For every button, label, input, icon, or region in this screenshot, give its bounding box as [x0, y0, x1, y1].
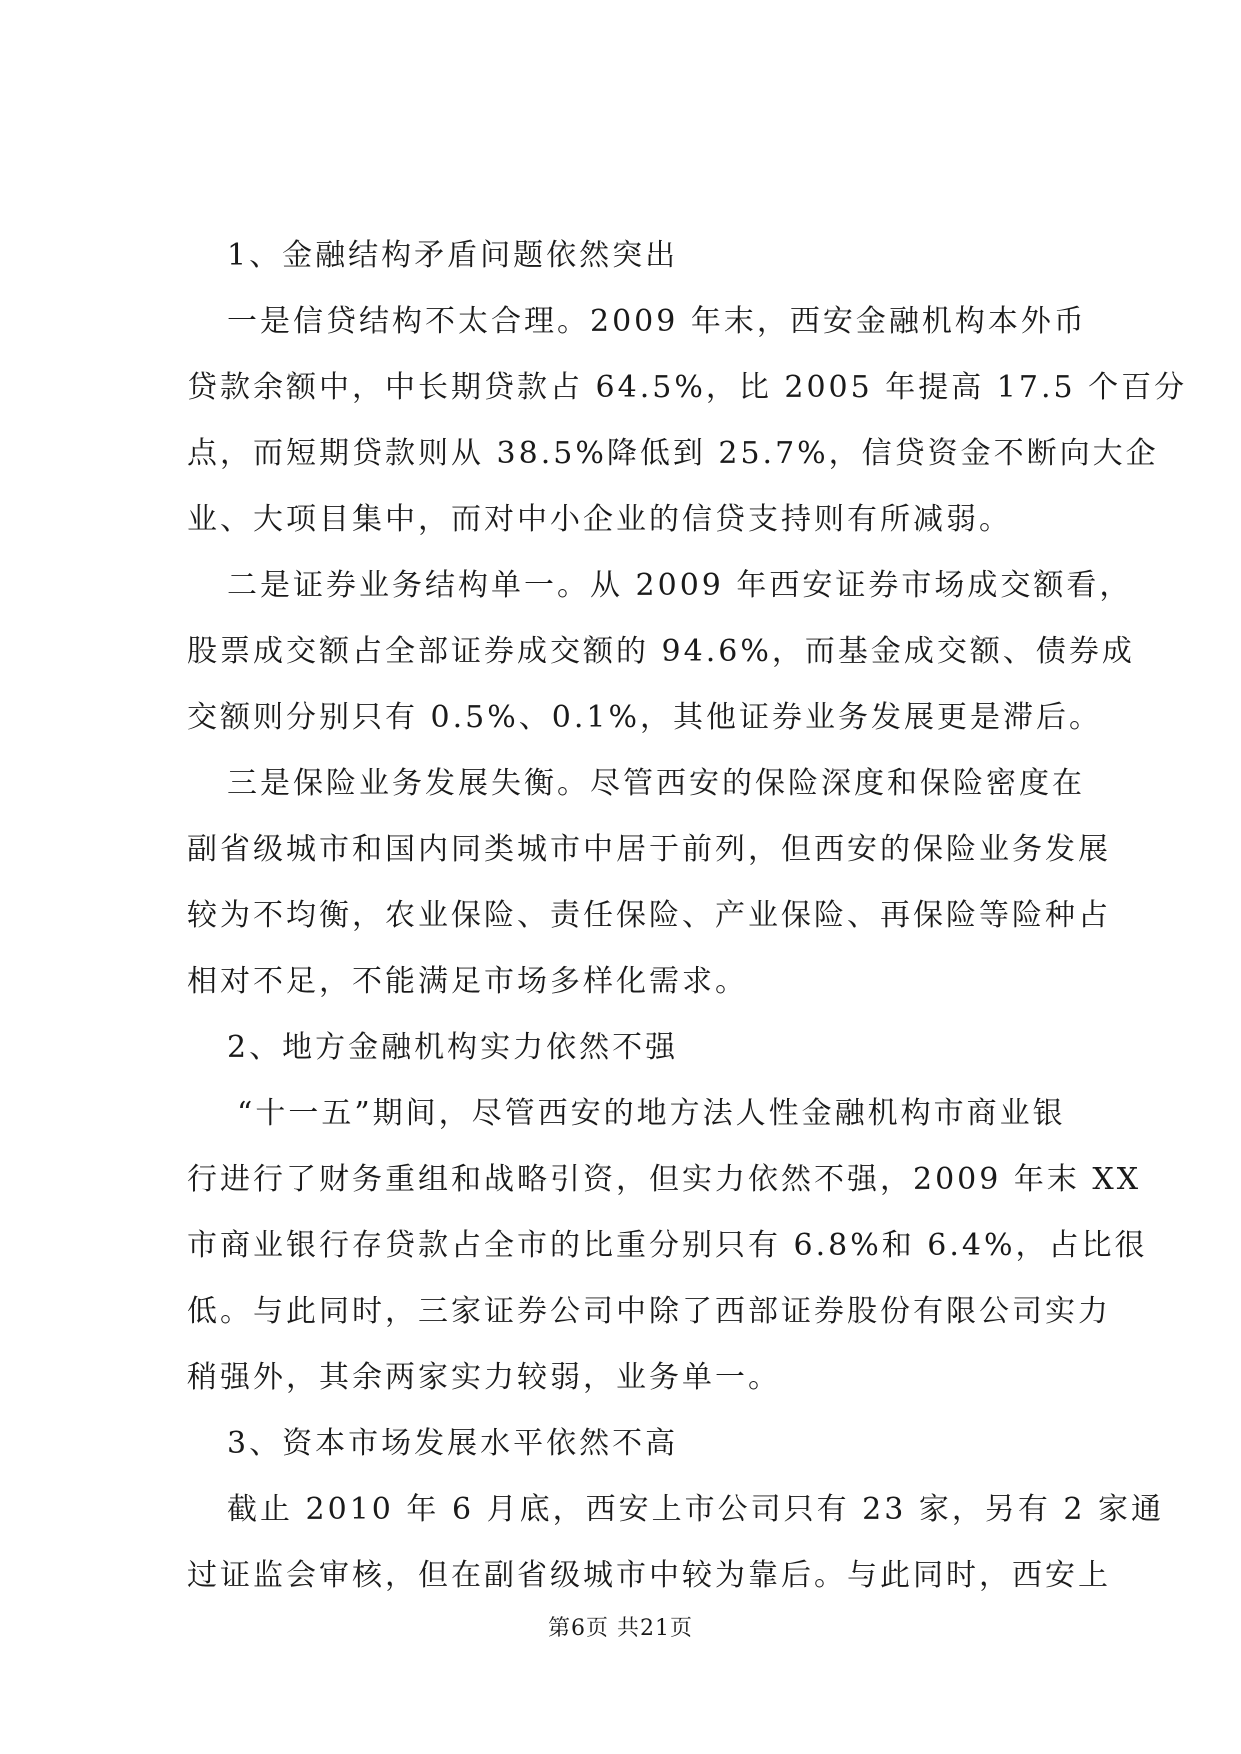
paragraph-line: 低。与此同时，三家证券公司中除了西部证券股份有限公司实力 — [187, 1294, 1111, 1329]
paragraph-line: 交额则分别只有 0.5%、0.1%，其他证券业务发展更是滞后。 — [187, 700, 1102, 735]
page-number-footer: 第6页 共21页 — [548, 1616, 693, 1641]
paragraph-line: 市商业银行存贷款占全市的比重分别只有 6.8%和 6.4%，占比很 — [187, 1228, 1148, 1263]
section-heading-1: 1、金融结构矛盾问题依然突出 — [227, 238, 679, 273]
paragraph-line: 业、大项目集中，而对中小企业的信贷支持则有所减弱。 — [187, 502, 1012, 537]
paragraph-line: 行进行了财务重组和战略引资，但实力依然不强，2009 年末 XX — [187, 1162, 1142, 1197]
paragraph-line: 副省级城市和国内同类城市中居于前列，但西安的保险业务发展 — [187, 832, 1111, 867]
section-heading-3: 3、资本市场发展水平依然不高 — [227, 1426, 679, 1461]
paragraph-line: 较为不均衡，农业保险、责任保险、产业保险、再保险等险种占 — [187, 898, 1111, 933]
paragraph-line: 过证监会审核，但在副省级城市中较为靠后。与此同时，西安上 — [187, 1558, 1111, 1593]
paragraph-line: 稍强外，其余两家实力较弱，业务单一。 — [187, 1360, 781, 1395]
paragraph-line: “十一五”期间，尽管西安的地方法人性金融机构市商业银 — [237, 1096, 1066, 1131]
paragraph-line: 相对不足，不能满足市场多样化需求。 — [187, 964, 748, 999]
paragraph-line: 二是证券业务结构单一。从 2009 年西安证券市场成交额看， — [227, 568, 1133, 603]
section-heading-2: 2、地方金融机构实力依然不强 — [227, 1030, 679, 1065]
paragraph-line: 点，而短期贷款则从 38.5%降低到 25.7%，信贷资金不断向大企 — [187, 436, 1159, 471]
paragraph-line: 一是信贷结构不太合理。2009 年末，西安金融机构本外币 — [227, 304, 1087, 339]
paragraph-line: 贷款余额中，中长期贷款占 64.5%，比 2005 年提高 17.5 个百分 — [187, 370, 1188, 405]
paragraph-line: 三是保险业务发展失衡。尽管西安的保险深度和保险密度在 — [227, 766, 1085, 801]
paragraph-line: 股票成交额占全部证券成交额的 94.6%，而基金成交额、债券成 — [187, 634, 1135, 669]
paragraph-line: 截止 2010 年 6 月底，西安上市公司只有 23 家，另有 2 家通 — [227, 1492, 1164, 1527]
